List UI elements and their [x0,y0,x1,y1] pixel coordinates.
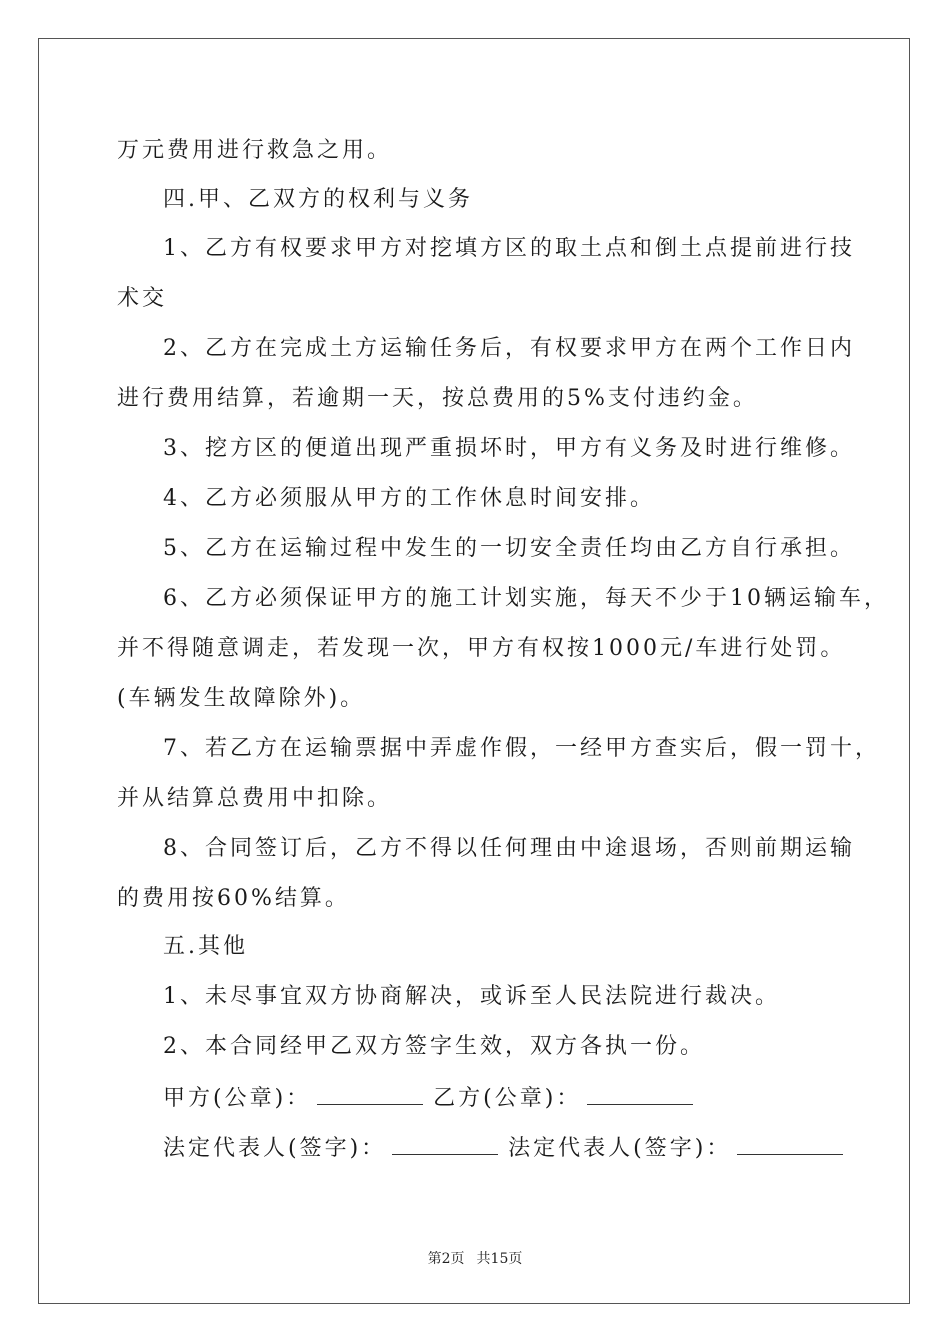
clause-line: 4、乙方必须服从甲方的工作休息时间安排。 [163,486,655,511]
clause-line: 2、本合同经甲乙双方签字生效，双方各执一份。 [163,1034,705,1059]
rep-a-label: 法定代表人(签字)： [163,1136,387,1161]
clause-line: 7、若乙方在运输票据中弄虚作假，一经甲方查实后，假一罚十， [163,736,880,761]
party-a-seal-blank[interactable] [317,1082,423,1105]
clause-line: 1、乙方有权要求甲方对挖填方区的取土点和倒土点提前进行技 [163,236,855,261]
clause-line: 并不得随意调走，若发现一次，甲方有权按1000元/车进行处罚。 [117,636,846,661]
clause-line: 5、乙方在运输过程中发生的一切安全责任均由乙方自行承担。 [163,536,855,561]
party-b-seal-blank[interactable] [587,1082,693,1105]
clause-line: 并从结算总费用中扣除。 [117,786,393,811]
rep-b-label: 法定代表人(签字)： [508,1136,732,1161]
body-line: 万元费用进行救急之用。 [117,138,393,163]
clause-line: 的费用按60%结算。 [117,886,350,911]
representative-signature-row [163,1132,853,1164]
clause-line: (车辆发生故障除外)。 [117,686,366,711]
page-border [38,38,910,1304]
clause-line: 进行费用结算，若逾期一天，按总费用的5%支付违约金。 [117,386,758,411]
clause-line: 2、乙方在完成土方运输任务后，有权要求甲方在两个工作日内 [163,336,855,361]
rep-b-signature-blank[interactable] [737,1132,843,1155]
clause-line: 3、挖方区的便道出现严重损坏时，甲方有义务及时进行维修。 [163,436,855,461]
page-total: 共15页 [476,1251,523,1267]
page-footer [0,1248,950,1268]
section-heading: 四.甲、乙双方的权利与义务 [163,187,473,212]
seal-signature-row [163,1082,703,1114]
clause-line: 术交 [117,286,168,311]
rep-a-signature-blank[interactable] [392,1132,498,1155]
party-a-seal-label: 甲方(公章)： [163,1086,312,1111]
page-number: 第2页 [427,1251,465,1267]
section-heading: 五.其他 [163,934,248,959]
party-b-seal-label: 乙方(公章)： [433,1086,582,1111]
clause-line: 6、乙方必须保证甲方的施工计划实施，每天不少于10辆运输车， [163,586,889,611]
clause-line: 8、合同签订后，乙方不得以任何理由中途退场，否则前期运输 [163,836,855,861]
clause-line: 1、未尽事宜双方协商解决，或诉至人民法院进行裁决。 [163,984,780,1009]
